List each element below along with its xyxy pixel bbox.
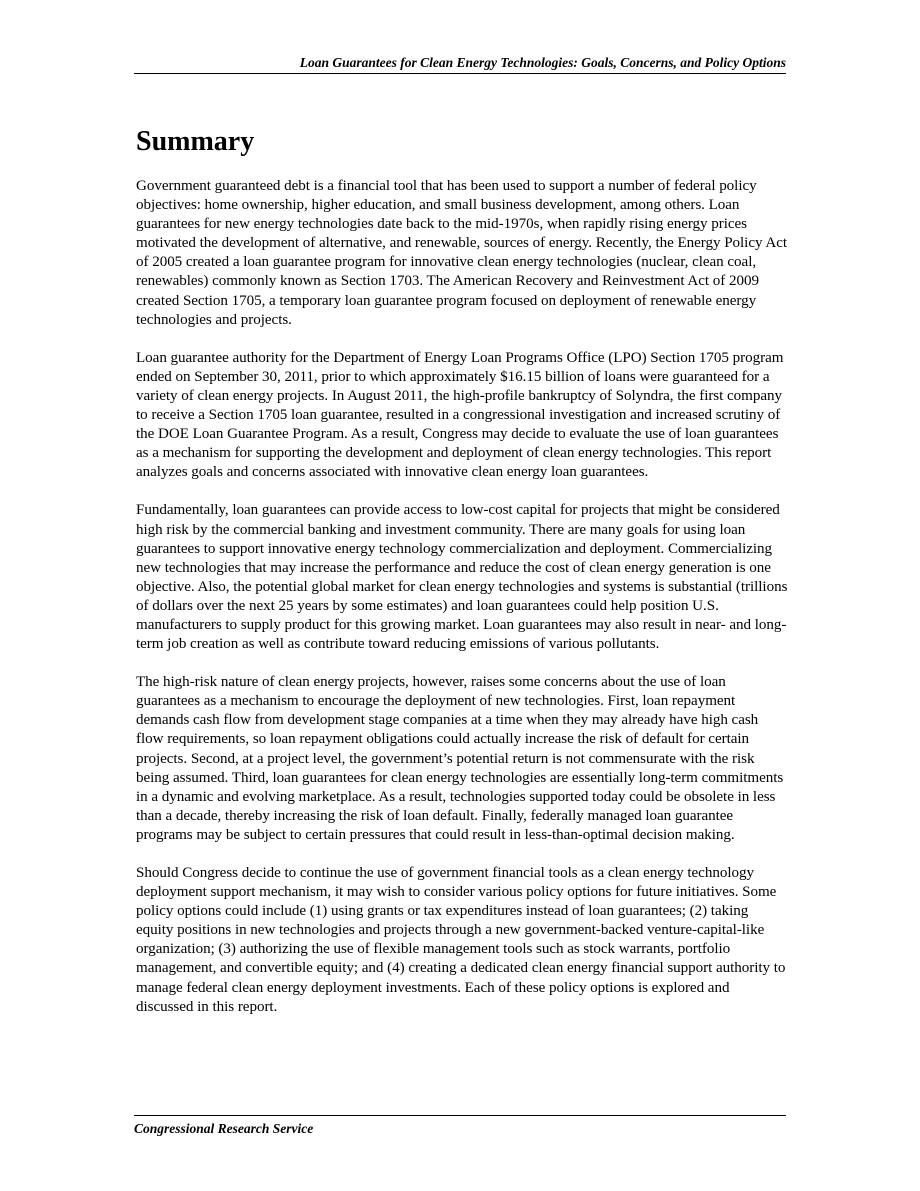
running-header-title: Loan Guarantees for Clean Energy Technologies: Goals, Concerns, and Policy Options bbox=[299, 55, 786, 70]
paragraph-lpo-status: Loan guarantee authority for the Department of Energy Loan Programs Office (LPO) Section 1705 program ended on September 30, 2011, prior to which approximately $16.15 billion of loans were guaranteed for a variety of clean energy projects. In August 2011, the high-profile bankruptcy of Solyndra, the first company to receive a Section 1705 loan guarantee, resulted in a congressional investigation and increased scrutiny of the DOE Loan Guarantee Program. As a result, Congress may decide to evaluate the use of loan guarantees as a mechanism for supporting the development and deployment of clean energy technologies. This report analyzes goals and concerns associated with innovative clean energy loan guarantees. bbox=[136, 349, 784, 481]
running-footer bbox=[134, 1115, 786, 1138]
paragraph-policy-options: Should Congress decide to continue the use of government financial tools as a clean energy technology deployment support mechanism, it may wish to consider various policy options for future initiatives. Some policy options could include (1) using grants or tax expenditures instead of loan guarantees; (2) taking equity positions in new technologies and projects through a new government-backed venture-capital-like organization; (3) authorizing the use of flexible management tools such as stock warrants, portfolio management, and convertible equity; and (4) creating a dedicated clean energy financial support authority to manage federal clean energy deployment investments. Each of these policy options is explored and discussed in this report. bbox=[136, 865, 786, 1015]
paragraph-concerns: The high-risk nature of clean energy projects, however, raises some concerns about the use of loan guarantees as a mechanism to encourage the deployment of new technologies. First, loan repayment demands cash flow from development stage companies at a time when they may already have high cash flow requirements, so loan repayment obligations could actually increase the risk of default for certain projects. Second, at a project level, the government’s potential return is not commensurate with the risk being assumed. Third, loan guarantees for clean energy technologies are essentially long-term commitments in a dynamic and evolving marketplace. As a result, technologies supported today could be obsolete in less than a decade, thereby increasing the risk of loan default. Finally, federally managed loan guarantee programs may be subject to certain pressures that could result in less-than-optimal decision making. bbox=[136, 674, 784, 843]
running-header bbox=[134, 54, 786, 74]
page-title: Summary bbox=[136, 126, 255, 157]
paragraph-history: Government guaranteed debt is a financial tool that has been used to support a number of federal policy objectives: home ownership, higher education, and small business development, among others. Loan guarantees for new energy technologies date back to the mid-1970s, when rapidly rising energy prices motivated the development of alternative, and renewable, sources of energy. Recently, the Energy Policy Act of 2005 created a loan guarantee program for innovative clean energy technologies (nuclear, clean coal, renewables) commonly known as Section 1703. The American Recovery and Reinvestment Act of 2009 created Section 1705, a temporary loan guarantee program focused on deployment of renewable energy technologies and projects. bbox=[136, 178, 788, 328]
footer-organization: Congressional Research Service bbox=[134, 1121, 314, 1136]
summary-body bbox=[136, 177, 788, 1036]
paragraph-goals: Fundamentally, loan guarantees can provide access to low-cost capital for projects that might be considered high risk by the commercial banking and investment community. There are many goals for using loan guarantees to support innovative energy technology commercialization and deployment. Commercializing new technologies that may increase the performance and reduce the cost of clean energy generation is one objective. Also, the potential global market for clean energy technologies and systems is substantial (trillions of dollars over the next 25 years by some estimates) and loan guarantees could help position U.S. manufacturers to supply product for this growing market. Loan guarantees may also result in near- and long-term job creation as well as contribute toward reducing emissions of various pollutants. bbox=[136, 502, 788, 653]
